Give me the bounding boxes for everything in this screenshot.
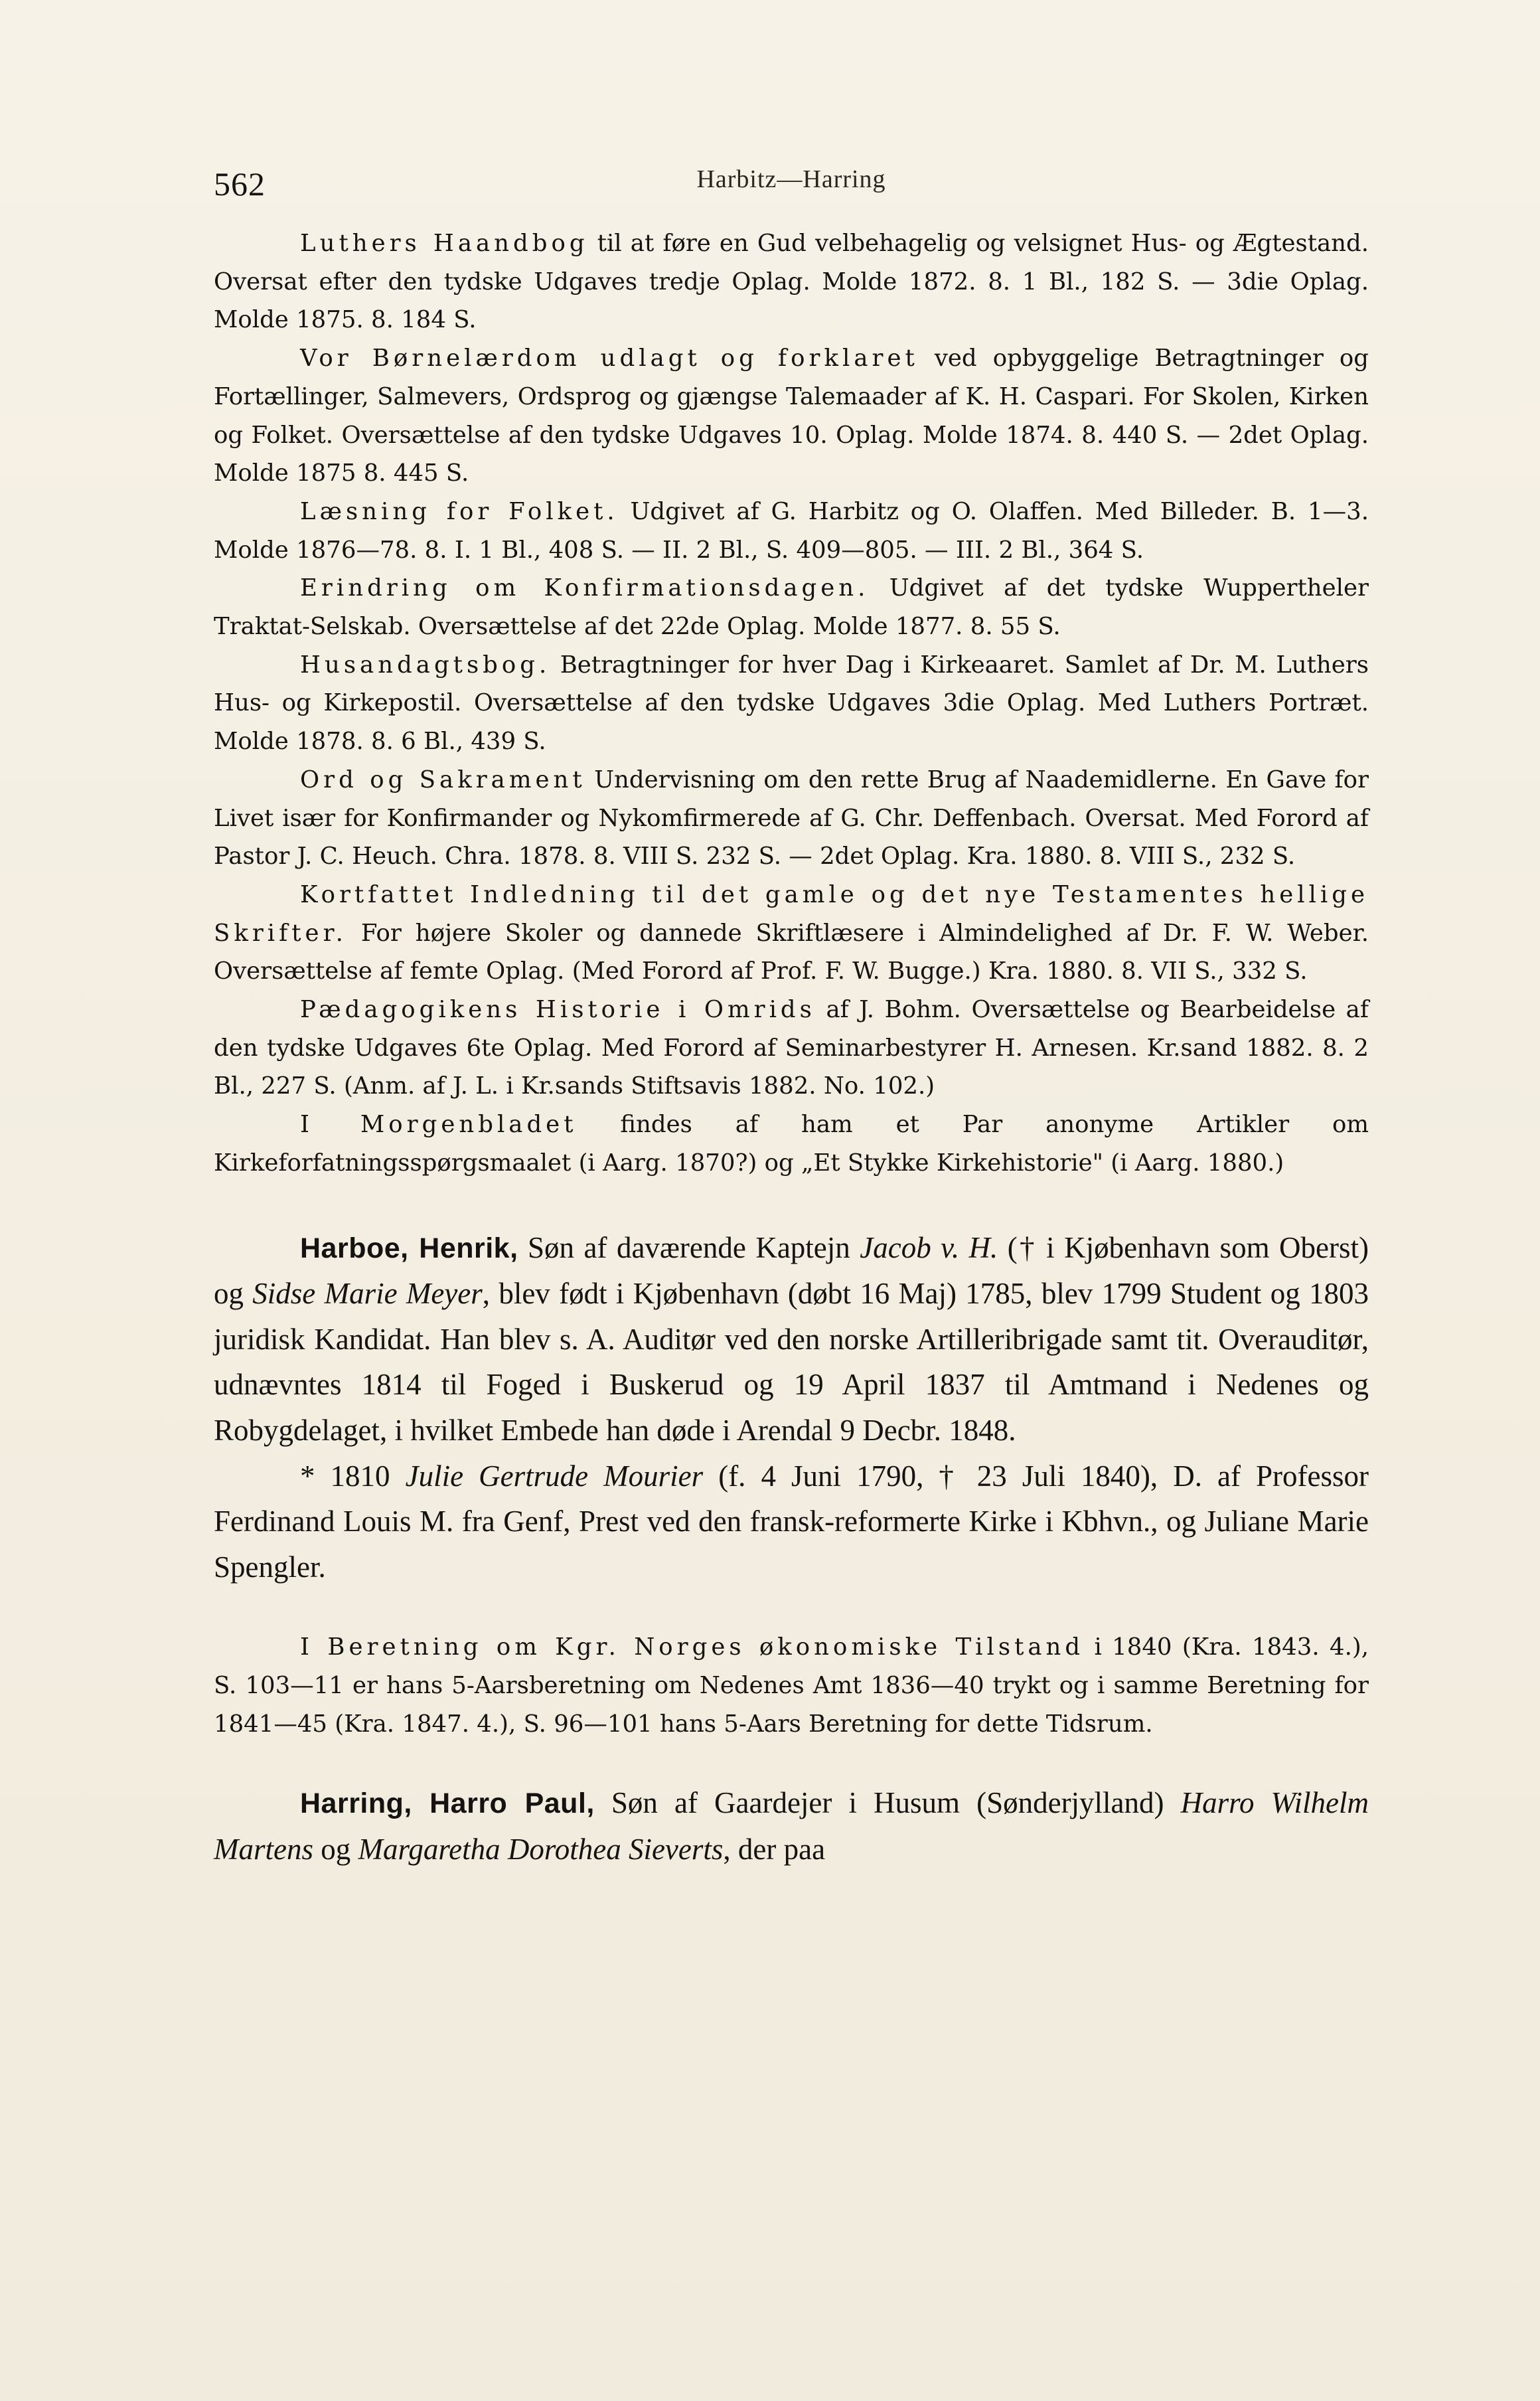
bibliography-text: af J. Bohm. Oversættelse og Bearbeidelse af den tydske Udgaves 6te Oplag. Med Forord af Seminarbestyrer H. Arnesen. Kr.sand 1882. 8. 2 Bl., 227 S. (Anm. af J. L. i Kr.sands Stiftsavis 1882. No. 102.) [214,996,1369,1100]
biography-text: Søn af daværende Kaptejn [518,1230,860,1264]
bibliography-title: I Beretning om Kgr. Norges økonomiske Tilstand [300,1633,1085,1661]
bibliography-title: I Morgenbladet [300,1111,578,1139]
bibliography-title: Husandagtsbog. [300,651,551,679]
bibliography-entry [214,1628,1369,1743]
bibliography-text: Udgivet af G. Harbitz og O. Olaffen. Med Billeder. B. 1—3. Molde 1876—78. 8. I. 1 Bl., 408 S. — II. 2 Bl., S. 409—805. — III. 2 Bl., 364 S. [214,497,1369,564]
bibliography-entry [214,339,1369,493]
bibliography-title: Luthers Haandbog [300,230,589,257]
biography-name: Harboe, Henrik, [300,1232,518,1264]
mother-name: Sidse Marie Meyer [252,1277,483,1311]
bibliography-list [214,224,1369,1183]
father-name: Harro Wilhelm Martens [214,1786,1369,1866]
bibliography-entry [214,761,1369,876]
bibliography-text: For højere Skoler og dannede Skriftlæsere i Almindelighed af Dr. F. W. Weber. Oversættelse af femte Oplag. (Med Forord af Prof. F. W. Bugge.) Kra. 1880. 8. VII S., 332 S. [214,919,1369,985]
marriage-text: * 1810 [300,1459,406,1493]
bibliography-title: Vor Børnelærdom udlagt og forklaret [300,345,919,373]
biography-harring [214,1780,1369,1872]
bibliography-text: Betragtninger for hver Dag i Kirkeaaret. Samlet af Dr. M. Luthers Hus- og Kirkepostil. Oversættelse af den tydske Udgaves 3die Oplag. Med Luthers Portræt. Molde 1878. 8. 6 Bl., 439 S. [214,651,1369,756]
biography-paragraph [214,1780,1369,1872]
bibliography-entry [214,646,1369,761]
page-number: 562 [214,165,266,203]
bibliography-title: Erindring om Konfirmationsdagen. [300,574,870,602]
biography-text: , der paa [723,1833,826,1866]
bibliography-text: Undervisning om den rette Brug af Naademidlerne. En Gave for Livet især for Konfirmander og Nykomfirmerede af G. Chr. Deffenbach. Oversat. Med Forord af Pastor J. C. Heuch. Chra. 1878. 8. VIII S. 232 S. — 2det Oplag. Kra. 1880. 8. VIII S., 232 S. [214,766,1369,870]
bibliography-text: ved opbyggelige Betragtninger og Fortællinger, Salmevers, Ordsprog og gjængse Talemaader af K. H. Caspari. For Skolen, Kirken og Folket. Oversættelse af den tydske Udgaves 10. Oplag. Molde 1874. 8. 440 S. — 2det Oplag. Molde 1875 8. 445 S. [214,345,1369,487]
bibliography-text: Udgivet af det tydske Wuppertheler Traktat-Selskab. Oversættelse af det 22de Oplag. Molde 1877. 8. 55 S. [214,574,1369,641]
bibliography-title: Læsning for Folket. [300,497,619,525]
bibliography-entry [214,1106,1369,1182]
biography-harboe [214,1225,1369,1590]
biography-name: Harring, Harro Paul, [300,1787,595,1820]
bibliography-text: i 1840 (Kra. 1843. 4.), S. 103—11 er hans 5-Aarsberetning om Nedenes Amt 1836—40 trykt og i samme Beretning for 1841—45 (Kra. 1847. 4.), S. 96—101 hans 5-Aars Beretning for dette Tidsrum. [214,1633,1369,1738]
marriage-text: (f. 4 Juni 1790, † 23 Juli 1840), D. af Professor Ferdinand Louis M. fra Genf, Prest ved den fransk-reformerte Kirke i Kbhvn., og Juliane Marie Spengler. [214,1459,1369,1584]
biography-text: Søn af Gaardejer i Husum (Sønderjylland) [594,1786,1181,1820]
bibliography-text: til at føre en Gud velbehagelig og velsignet Hus- og Ægtestand. Oversat efter den tydske Udgaves tredje Oplag. Molde 1872. 8. 1 Bl., 182 S. — 3die Oplag. Molde 1875. 8. 184 S. [214,230,1369,334]
biography-text: († i Kjøbenhavn som Oberst) og [214,1230,1369,1311]
bibliography-title: Pædagogikens Historie i Omrids [300,996,816,1024]
wife-name: Julie Gertrude Mourier [405,1459,704,1493]
page-header [214,159,1369,212]
bibliography-entry [214,876,1369,991]
bibliography-title: Ord og Sakrament [300,766,586,793]
marriage-paragraph [214,1453,1369,1590]
mother-name: Margaretha Dorothea Sieverts [358,1833,724,1866]
biography-text: og [313,1833,358,1866]
bibliography-entry [214,493,1369,569]
biography-text: , blev født i Kjøbenhavn (døbt 16 Maj) 1785, blev 1799 Student og 1803 juridisk Kandidat. Han blev s. A. Auditør ved den norske Artilleribrigade samt tit. Overauditør, udnævntes 1814 til Foged i Buskerud og 19 April 1837 til Amtmand i Nedenes og Robygdelaget, i hvilket Embede han døde i Arendal 9 Decbr. 1848. [214,1277,1369,1447]
bibliography-entry [214,224,1369,339]
bibliography-text: findes af ham et Par anonyme Artikler om Kirkeforfatningsspørgsmaalet (i Aarg. 1870?) og „Et Stykke Kirkehistorie" (i Aarg. 1880.) [214,1111,1369,1177]
bibliography-entry [214,991,1369,1106]
biography-paragraph [214,1225,1369,1453]
running-title: Harbitz—Harring [696,165,886,193]
bibliography-entry [214,569,1369,645]
father-name: Jacob v. H. [860,1230,998,1264]
bibliography-title: Kortfattet Indledning til det gamle og det nye Testamentes hellige Skrifter. [214,880,1369,947]
page-content [214,159,1369,1872]
bibliography-harboe [214,1628,1369,1743]
